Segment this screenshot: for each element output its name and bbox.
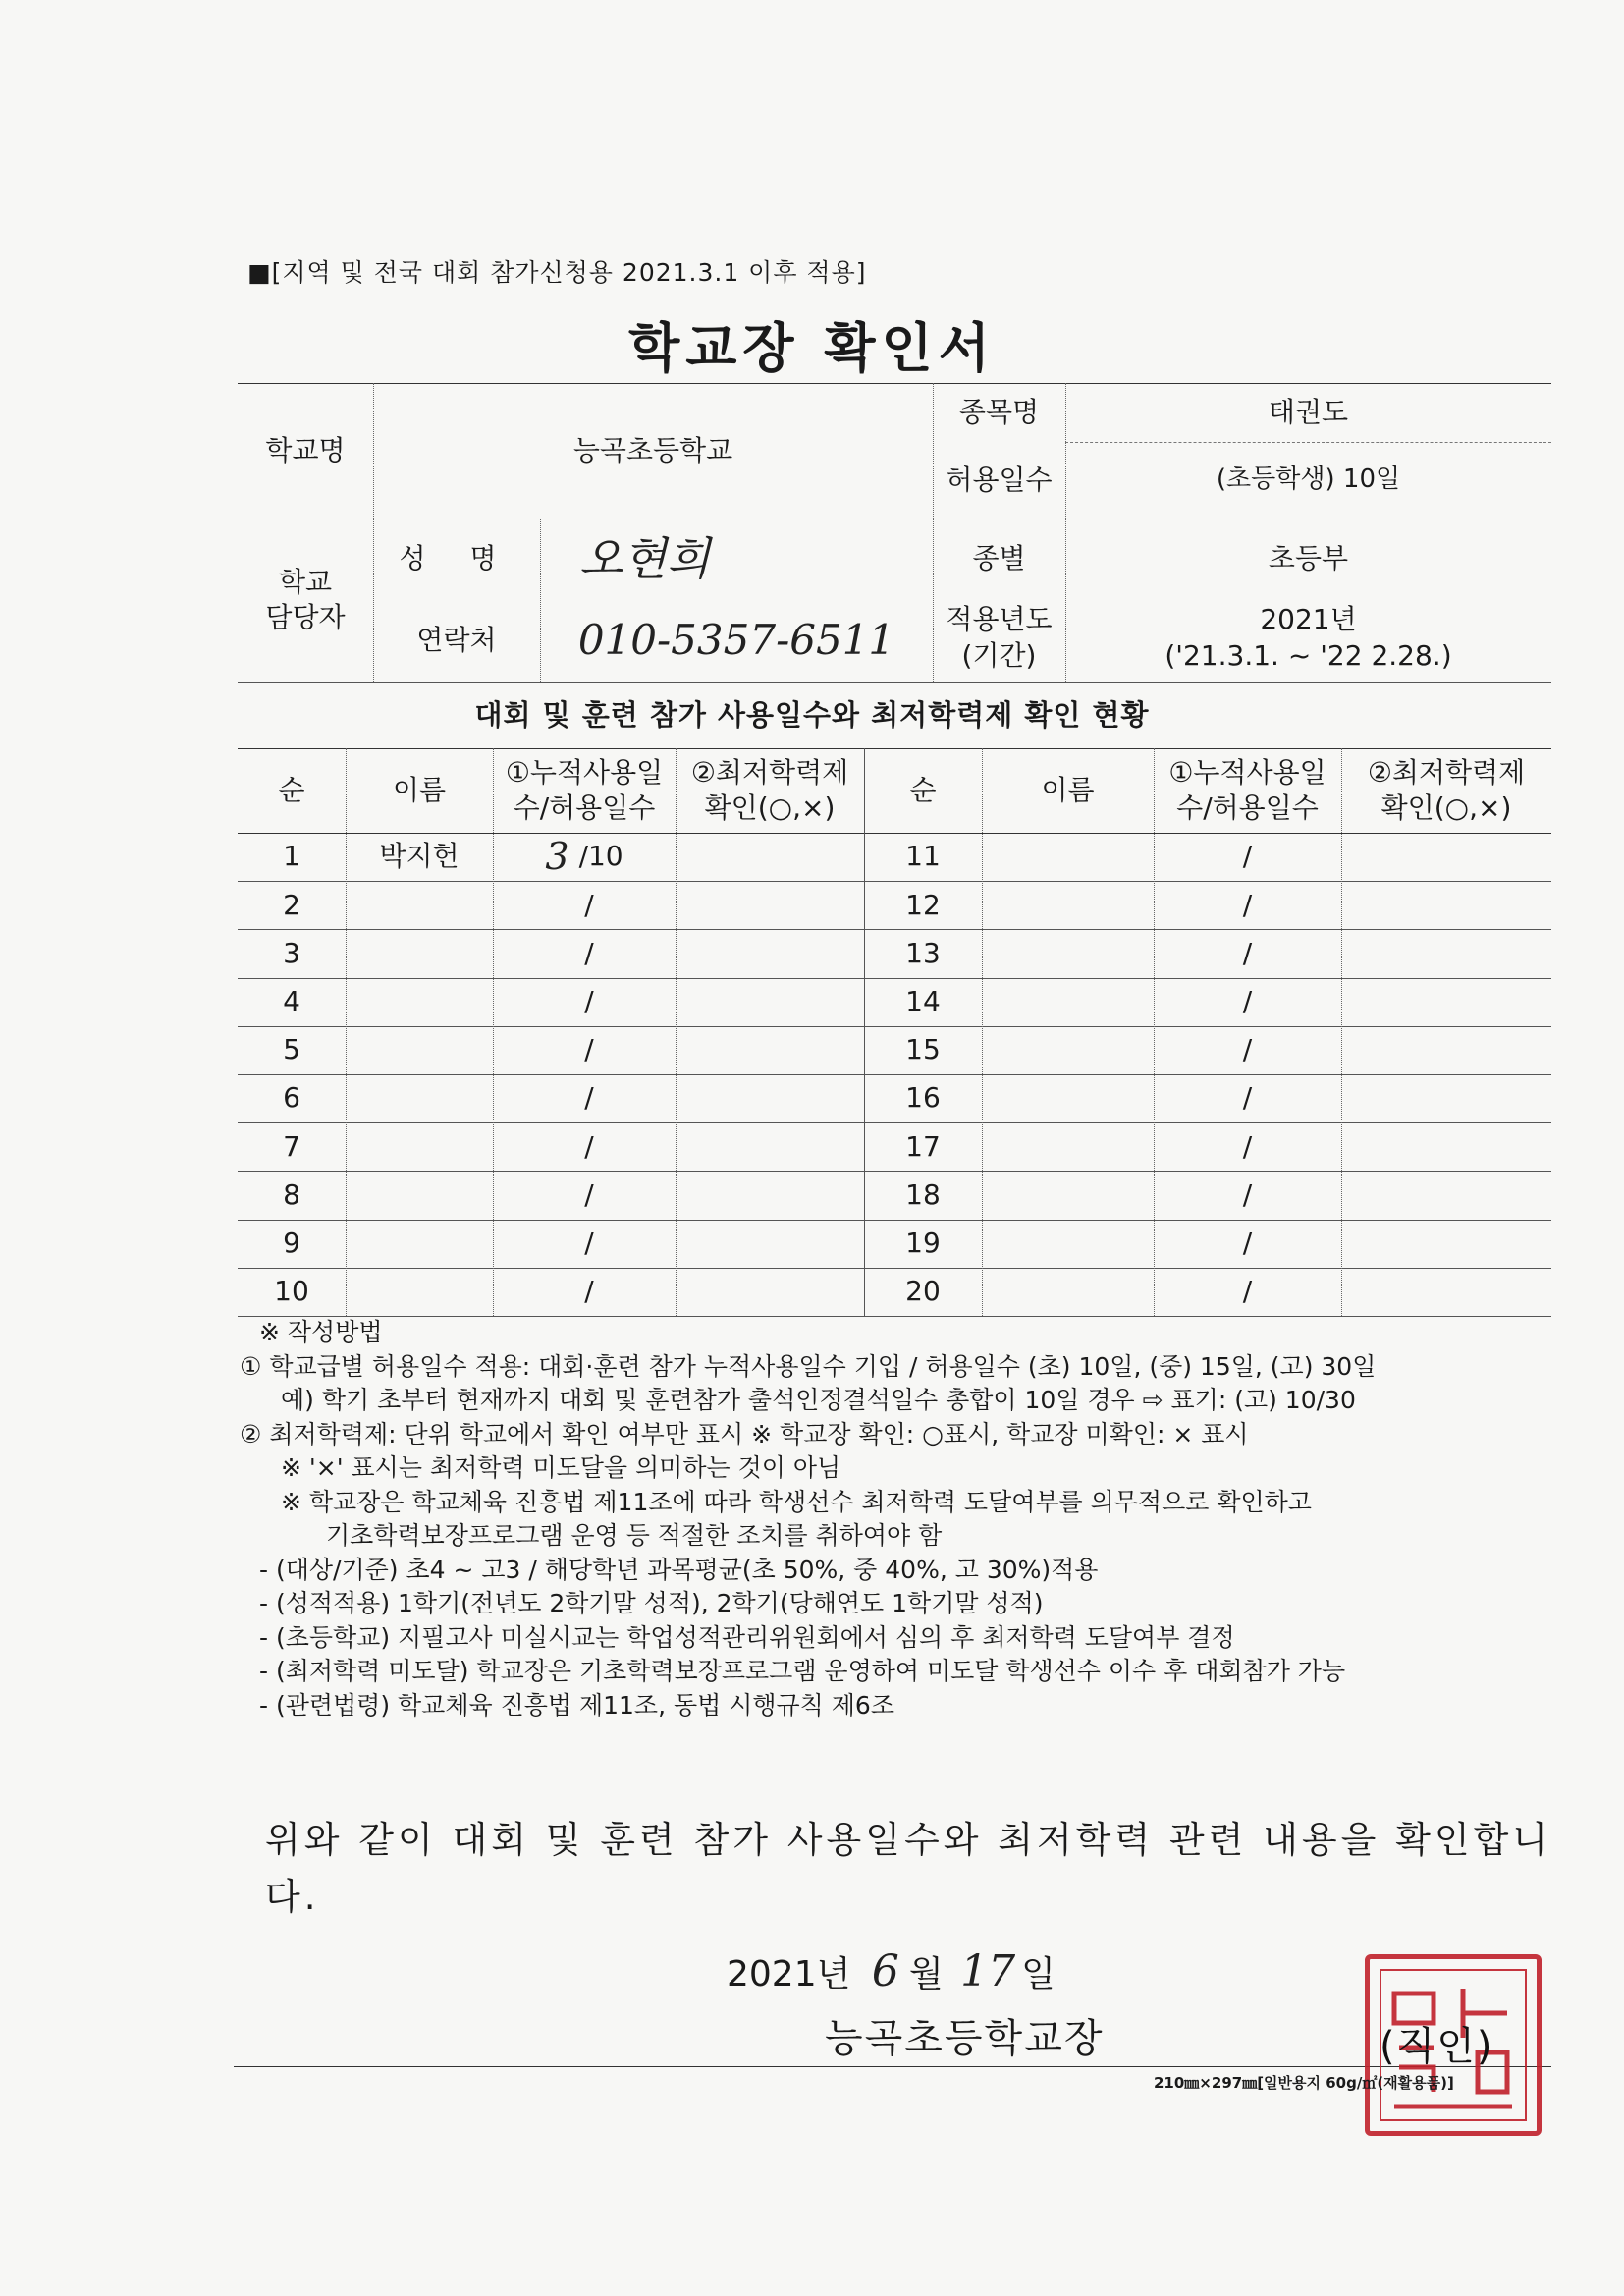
contact-person-label: 학교 담당자 bbox=[265, 565, 346, 633]
row-number: 7 bbox=[283, 1129, 300, 1163]
header-days-left: ①누적사용일 수/허용일수 bbox=[505, 755, 664, 824]
row-number: 2 bbox=[283, 888, 300, 921]
allowed-days: / bbox=[1242, 936, 1253, 969]
allowed-days: / bbox=[584, 984, 594, 1017]
row-number: 19 bbox=[905, 1226, 941, 1259]
student-name bbox=[346, 881, 493, 929]
allowed-days: / bbox=[584, 1081, 594, 1115]
student-name bbox=[346, 929, 493, 977]
student-name bbox=[982, 1171, 1154, 1219]
header-name-right: 이름 bbox=[1041, 773, 1095, 806]
achievement-check bbox=[676, 1171, 864, 1219]
school-name-value: 능곡초등학교 bbox=[572, 433, 733, 466]
row-number: 14 bbox=[905, 984, 941, 1017]
allowed-days: / bbox=[1242, 1081, 1253, 1115]
document-title: 학교장 확인서 bbox=[628, 317, 996, 379]
allowed-days: / bbox=[584, 1275, 594, 1308]
allowed-days: / bbox=[1242, 1275, 1253, 1308]
event-label: 종목명 bbox=[958, 395, 1040, 428]
allowed-days: / bbox=[584, 1177, 594, 1211]
allowed-days: / bbox=[1242, 888, 1253, 921]
instruction-line: ② 최저학력제: 단위 학교에서 확인 여부만 표시 ※ 학교장 확인: ○표시, 학교장 미확인: × 표시 bbox=[240, 1419, 1249, 1449]
student-name bbox=[346, 978, 493, 1026]
year-label: 적용년도 (기간) bbox=[946, 603, 1053, 672]
achievement-check bbox=[676, 833, 864, 881]
category-value: 초등부 bbox=[1268, 542, 1349, 575]
student-name bbox=[982, 833, 1154, 881]
paper-spec: 210㎜×297㎜[일반용지 60g/㎡(재활용품)] bbox=[1154, 2074, 1454, 2092]
days-cell bbox=[493, 1026, 676, 1074]
seal-label: (직인) bbox=[1380, 2024, 1494, 2069]
student-name bbox=[982, 1220, 1154, 1268]
status-section-title: 대회 및 훈련 참가 사용일수와 최저학력제 확인 현황 bbox=[474, 698, 1150, 732]
achievement-check bbox=[1341, 1026, 1551, 1074]
instruction-line: - (관련법령) 학교체육 진흥법 제11조, 동법 시행규칙 제6조 bbox=[259, 1690, 894, 1720]
allowed-days: /10 bbox=[578, 840, 623, 873]
row-number: 3 bbox=[283, 936, 300, 969]
instruction-line: - (초등학교) 지필고사 미실시교는 학업성적관리위원회에서 심의 후 최저학력 도달여부 결정 bbox=[259, 1622, 1235, 1652]
allowed-days: / bbox=[1242, 984, 1253, 1017]
allowed-days: / bbox=[584, 936, 594, 969]
issue-date bbox=[727, 1946, 1056, 1996]
row-number: 10 bbox=[274, 1275, 309, 1308]
instruction-line: 예) 학기 초부터 현재까지 대회 및 훈련참가 출석인정결석일수 총합이 10일 경우 ⇨ 표기: (고) 10/30 bbox=[281, 1386, 1356, 1414]
allowed-days-label: 허용일수 bbox=[946, 463, 1053, 496]
date-month-handwritten: 6 bbox=[871, 1946, 899, 1996]
student-name bbox=[982, 929, 1154, 977]
row-number: 20 bbox=[905, 1275, 941, 1308]
days-cell bbox=[493, 833, 676, 881]
year-value: 2021년 ('21.3.1. ~ '22 2.28.) bbox=[1164, 603, 1452, 672]
instruction-line: 기초학력보장프로그램 운영 등 적절한 조치를 취하여야 함 bbox=[326, 1521, 943, 1550]
achievement-check bbox=[1341, 1074, 1551, 1122]
student-name bbox=[982, 1268, 1154, 1316]
confirmation-statement: 위와 같이 대회 및 훈련 참가 사용일수와 최저학력 관련 내용을 확인합니다. bbox=[265, 1819, 1552, 1918]
row-number: 18 bbox=[905, 1177, 941, 1211]
days-cell bbox=[493, 1122, 676, 1171]
achievement-check bbox=[676, 929, 864, 977]
instruction-line: ※ 학교장은 학교체육 진흥법 제11조에 따라 학생선수 최저학력 도달여부를 의무적으로 확인하고 bbox=[281, 1487, 1312, 1516]
student-name bbox=[982, 1122, 1154, 1171]
header-num-right: 순 bbox=[909, 773, 937, 806]
achievement-check bbox=[676, 1220, 864, 1268]
allowed-days: / bbox=[1242, 1129, 1253, 1163]
instruction-line: ① 학교급별 허용일수 적용: 대회·훈련 참가 누적사용일수 기입 / 허용일수 (초) 10일, (중) 15일, (고) 30일 bbox=[240, 1351, 1377, 1381]
achievement-check bbox=[1341, 929, 1551, 977]
row-number: 6 bbox=[283, 1081, 300, 1115]
row-number: 11 bbox=[905, 840, 941, 873]
form-subtitle: ■[지역 및 전국 대회 참가신청용 2021.3.1 이후 적용] bbox=[247, 258, 867, 287]
days-cell bbox=[493, 978, 676, 1026]
student-name bbox=[982, 978, 1154, 1026]
days-cell bbox=[493, 929, 676, 977]
category-label: 종별 bbox=[972, 542, 1026, 575]
allowed-days: / bbox=[1242, 840, 1253, 873]
header-days-right: ①누적사용일 수/허용일수 bbox=[1168, 755, 1326, 824]
achievement-check bbox=[1341, 1122, 1551, 1171]
student-name: 박지헌 bbox=[379, 840, 460, 873]
header-num-left: 순 bbox=[278, 773, 305, 806]
days-cell bbox=[493, 1268, 676, 1316]
phone-handwritten: 010-5357-6511 bbox=[577, 616, 895, 665]
date-day-unit: 일 bbox=[1021, 1954, 1056, 1995]
row-number: 13 bbox=[905, 936, 941, 969]
instruction-line: ※ 작성방법 bbox=[259, 1318, 383, 1346]
date-day-handwritten: 17 bbox=[960, 1946, 1016, 1996]
student-name bbox=[346, 1268, 493, 1316]
student-name bbox=[982, 881, 1154, 929]
achievement-check bbox=[1341, 1220, 1551, 1268]
date-year: 2021년 bbox=[727, 1954, 851, 1995]
student-name bbox=[982, 1074, 1154, 1122]
header-name-left: 이름 bbox=[392, 773, 447, 806]
achievement-check bbox=[676, 1026, 864, 1074]
instructions bbox=[240, 1316, 1545, 1722]
instruction-line: ※ '×' 표시는 최저학력 미도달을 의미하는 것이 아님 bbox=[281, 1453, 841, 1482]
row-number: 16 bbox=[905, 1081, 941, 1115]
achievement-check bbox=[1341, 978, 1551, 1026]
date-month-unit: 월 bbox=[908, 1954, 944, 1995]
achievement-check bbox=[1341, 1171, 1551, 1219]
row-number: 5 bbox=[283, 1033, 300, 1066]
achievement-check bbox=[676, 978, 864, 1026]
principal-title: 능곡초등학교장 bbox=[825, 2016, 1105, 2061]
school-name-label: 학교명 bbox=[265, 433, 346, 466]
allowed-days: / bbox=[1242, 1177, 1253, 1211]
student-name bbox=[346, 1171, 493, 1219]
achievement-check bbox=[1341, 833, 1551, 881]
row-number: 9 bbox=[283, 1226, 300, 1259]
allowed-days: / bbox=[1242, 1226, 1253, 1259]
row-number: 15 bbox=[905, 1033, 941, 1066]
achievement-check bbox=[676, 1074, 864, 1122]
student-name bbox=[346, 1122, 493, 1171]
row-number: 8 bbox=[283, 1177, 300, 1211]
event-value: 태권도 bbox=[1268, 395, 1349, 428]
row-number: 1 bbox=[283, 840, 300, 873]
instruction-line: - (대상/기준) 초4 ~ 고3 / 해당학년 과목평균(초 50%, 중 40%, 고 30%)적용 bbox=[259, 1555, 1099, 1584]
allowed-days: / bbox=[584, 1033, 594, 1066]
instruction-line: - (최저학력 미도달) 학교장은 기초학력보장프로그램 운영하여 미도달 학생선수 이수 후 대회참가 가능 bbox=[259, 1657, 1346, 1685]
allowed-days: / bbox=[584, 888, 594, 921]
days-cell bbox=[493, 1074, 676, 1122]
achievement-check bbox=[676, 881, 864, 929]
row-number: 4 bbox=[283, 984, 300, 1017]
row-number: 12 bbox=[905, 888, 941, 921]
student-name bbox=[346, 1220, 493, 1268]
achievement-check bbox=[676, 1122, 864, 1171]
days-cell bbox=[493, 881, 676, 929]
student-name bbox=[346, 1026, 493, 1074]
contact-name-handwritten: 오현희 bbox=[579, 531, 711, 585]
allowed-days: / bbox=[584, 1226, 594, 1259]
header-check-left: ②최저학력제 확인(○,×) bbox=[690, 755, 849, 824]
row-number: 17 bbox=[905, 1129, 941, 1163]
allowed-days: / bbox=[1242, 1033, 1253, 1066]
achievement-check bbox=[676, 1268, 864, 1316]
student-name bbox=[346, 1074, 493, 1122]
achievement-check bbox=[1341, 881, 1551, 929]
student-name bbox=[982, 1026, 1154, 1074]
allowed-days: / bbox=[584, 1129, 594, 1163]
allowed-days-value: (초등학생) 10일 bbox=[1216, 465, 1401, 495]
header-check-right: ②최저학력제 확인(○,×) bbox=[1367, 755, 1526, 824]
achievement-check bbox=[1341, 1268, 1551, 1316]
phone-label: 연락처 bbox=[416, 624, 497, 657]
days-cell bbox=[493, 1171, 676, 1219]
instruction-line: - (성적적용) 1학기(전년도 2학기말 성적), 2학기(당해연도 1학기말 성적) bbox=[259, 1589, 1044, 1617]
days-cell bbox=[493, 1220, 676, 1268]
used-days-handwritten: 3 bbox=[545, 834, 569, 878]
name-label: 성 명 bbox=[399, 542, 514, 575]
